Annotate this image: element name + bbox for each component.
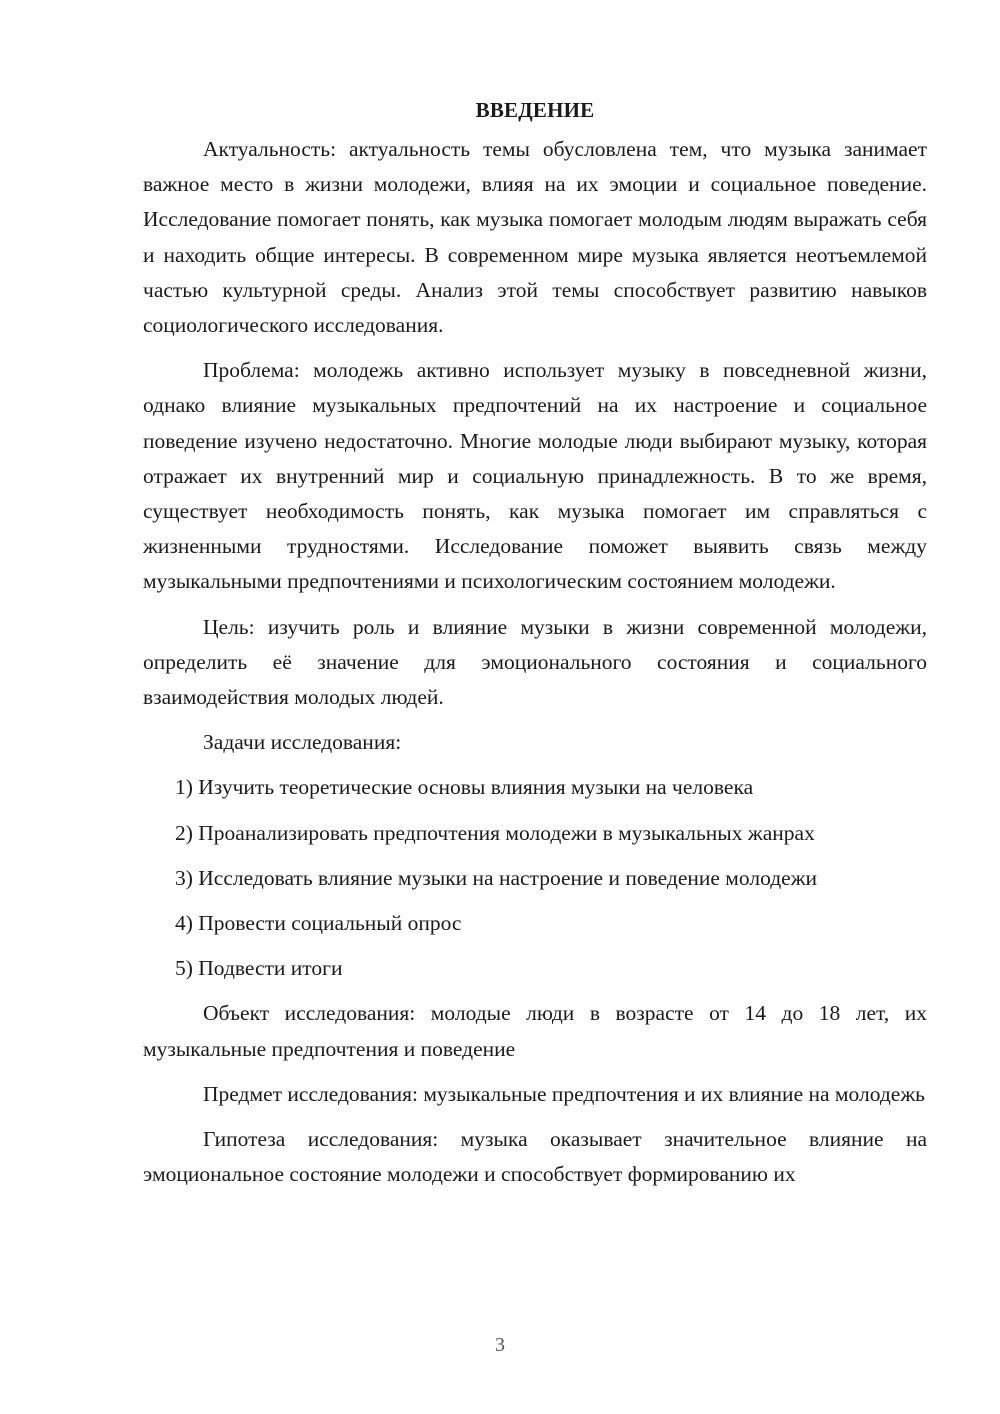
list-item: 3) Исследовать влияние музыки на настроение и поведение молодежи <box>175 865 818 890</box>
tasks-list <box>143 770 927 986</box>
document-page <box>143 92 927 1202</box>
problem-paragraph: Проблема: молодежь активно использует музыку в повседневной жизни, однако влияние музыкальных предпочтений на их настроение и социальное поведение изучено недостаточно. Многие молодые люди выбирают музыку, которая отражает их внутренний мир и социальную принадлежность. В то же время, существует необходимость понять, как музыка помогает им справляться с жизненными трудностями. Исследование поможет выявить связь между музыкальными предпочтениями и психологическим состоянием молодежи. <box>143 358 927 594</box>
list-item: 1) Изучить теоретические основы влияния музыки на человека <box>175 775 754 800</box>
list-item: 5) Подвести итоги <box>175 956 343 981</box>
object-paragraph: Объект исследования: молодые люди в возрасте от 14 до 18 лет, их музыкальные предпочтения и поведение <box>143 1001 927 1061</box>
list-item: 2) Проанализировать предпочтения молодежи в музыкальных жанрах <box>175 820 815 845</box>
relevance-paragraph: Актуальность: актуальность темы обусловлена тем, что музыка занимает важное место в жизни молодежи, влияя на их эмоции и социальное поведение. Исследование помогает понять, как музыка помогает молодым людям выражать себя и находить общие интересы. В современном мире музыка является неотъемлемой частью культурной среды. Анализ этой темы способствует развитию навыков социологического исследования. <box>143 137 927 338</box>
goal-paragraph: Цель: изучить роль и влияние музыки в жизни современной молодежи, определить её значение для эмоционального состояния и социального взаимодействия молодых людей. <box>143 614 927 710</box>
subject-paragraph: Предмет исследования: музыкальные предпочтения и их влияние на молодежь <box>203 1081 925 1106</box>
tasks-label: Задачи исследования: <box>203 730 402 755</box>
page-title: ВВЕДЕНИЕ <box>475 98 595 122</box>
page-number: 3 <box>495 1334 505 1356</box>
list-item: 4) Провести социальный опрос <box>175 911 462 936</box>
hypothesis-paragraph: Гипотеза исследования: музыка оказывает значительное влияние на эмоциональное состояние молодежи и способствует формированию их <box>143 1127 927 1187</box>
